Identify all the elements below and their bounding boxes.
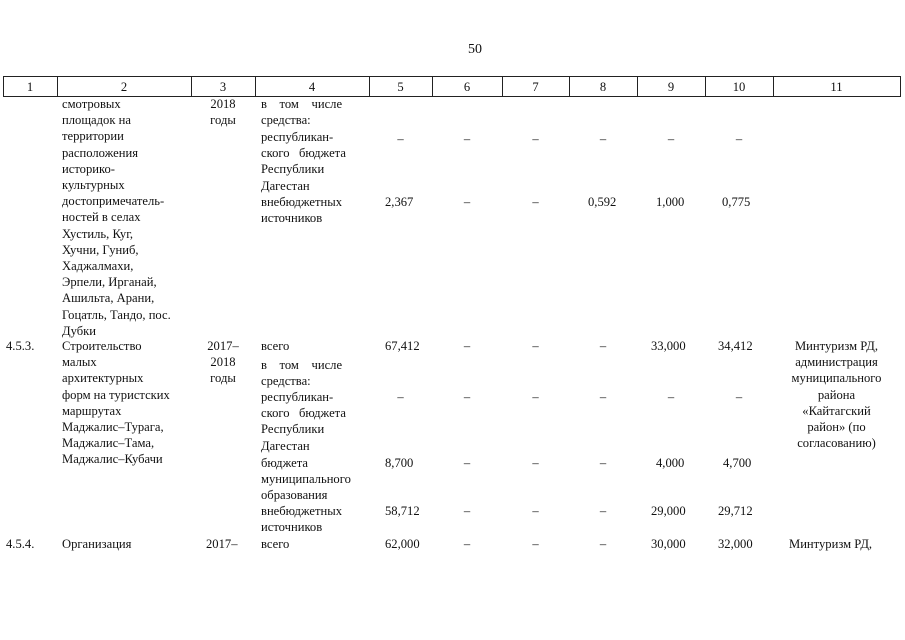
executor-cell: Минтуризм РД, администрация муниципального района «Кайтагский район» (по согласованию) xyxy=(791,339,882,451)
funding-source-cell: внебюджетных источников xyxy=(261,195,342,226)
col-header-2: 2 xyxy=(120,80,128,94)
empty-value: – xyxy=(463,537,471,551)
empty-value: – xyxy=(599,339,607,353)
funding-total-label: всего xyxy=(261,537,290,551)
empty-value: – xyxy=(532,504,539,518)
col-header-4: 4 xyxy=(308,80,316,94)
empty-value: – xyxy=(532,339,539,353)
empty-value: – xyxy=(599,456,607,470)
empty-value: – xyxy=(532,537,539,551)
col-header-6: 6 xyxy=(463,80,471,94)
value-cell: 34,412 xyxy=(718,339,753,353)
period-cell: 2017– 2018 годы xyxy=(207,339,239,386)
empty-value: – xyxy=(599,132,607,146)
col-header-1: 1 xyxy=(26,80,34,94)
funding-source-cell: в том числе средства: xyxy=(261,358,343,389)
empty-value: – xyxy=(463,339,471,353)
col-header-9: 9 xyxy=(667,80,675,94)
empty-value: – xyxy=(463,132,471,146)
period-cell: 2017– xyxy=(206,537,238,551)
funding-source-cell: республикан- ского бюджета Республики Дагестан xyxy=(261,390,346,453)
item-number: 4.5.4. xyxy=(6,537,35,551)
empty-value: – xyxy=(667,390,675,404)
value-cell: 0,775 xyxy=(722,195,751,209)
funding-source-cell: республикан- ского бюджета Республики Дагестан xyxy=(261,130,346,193)
value-cell: 67,412 xyxy=(385,339,420,353)
empty-value: – xyxy=(532,456,539,470)
col-header-11: 11 xyxy=(830,80,843,94)
funding-total-label: всего xyxy=(261,339,290,353)
measure-name-cell: Строительство малых архитектурных форм на туристских маршрутах Маджалис–Турага, Маджалис–Тама, Маджалис–Кубачи xyxy=(62,339,170,467)
empty-value: – xyxy=(599,390,607,404)
value-cell: 4,000 xyxy=(656,456,685,470)
empty-value: – xyxy=(599,537,607,551)
measure-name-cell: Организация xyxy=(62,537,132,551)
value-cell: 4,700 xyxy=(723,456,752,470)
empty-value: – xyxy=(532,195,539,209)
col-header-10: 10 xyxy=(732,80,746,94)
col-header-3: 3 xyxy=(219,80,227,94)
funding-source-cell: внебюджетных источников xyxy=(261,504,342,535)
value-cell: 8,700 xyxy=(385,456,414,470)
header-top-rule xyxy=(3,76,901,77)
funding-source-cell: в том числе средства: xyxy=(261,97,343,128)
value-cell: 62,000 xyxy=(385,537,420,551)
value-cell: 29,000 xyxy=(651,504,686,518)
col-header-7: 7 xyxy=(532,80,539,94)
period-cell: 2018 годы xyxy=(210,97,236,128)
empty-value: – xyxy=(463,504,471,518)
empty-value: – xyxy=(532,390,539,404)
value-cell: 58,712 xyxy=(385,504,420,518)
empty-value: – xyxy=(667,132,675,146)
value-cell: 30,000 xyxy=(651,537,686,551)
empty-value: – xyxy=(599,504,607,518)
empty-value: – xyxy=(532,132,539,146)
funding-source-cell: бюджета муниципального образования xyxy=(261,456,351,503)
col-divider xyxy=(900,76,901,97)
empty-value: – xyxy=(735,132,743,146)
empty-value: – xyxy=(463,195,471,209)
empty-value: – xyxy=(397,132,404,146)
value-cell: 1,000 xyxy=(656,195,685,209)
col-header-5: 5 xyxy=(397,80,404,94)
item-number: 4.5.3. xyxy=(6,339,35,353)
empty-value: – xyxy=(463,456,471,470)
value-cell: 0,592 xyxy=(588,195,617,209)
value-cell: 29,712 xyxy=(718,504,753,518)
executor-cell: Минтуризм РД, xyxy=(789,537,873,551)
value-cell: 2,367 xyxy=(385,195,414,209)
value-cell: 32,000 xyxy=(718,537,753,551)
empty-value: – xyxy=(397,390,404,404)
page-number: 50 xyxy=(468,42,482,57)
empty-value: – xyxy=(735,390,743,404)
measure-name-cell: смотровых площадок на территории расположения историко- культурных достопримечатель- ностей в селах Хустиль, Куг, Хучни, Гуниб, Хаджалмахи, Эрпели, Ирганай, Ашильта, Арани, Гоцатль, Тандо, пос. Дубки xyxy=(62,97,171,338)
value-cell: 33,000 xyxy=(651,339,686,353)
empty-value: – xyxy=(463,390,471,404)
col-header-8: 8 xyxy=(599,80,607,94)
